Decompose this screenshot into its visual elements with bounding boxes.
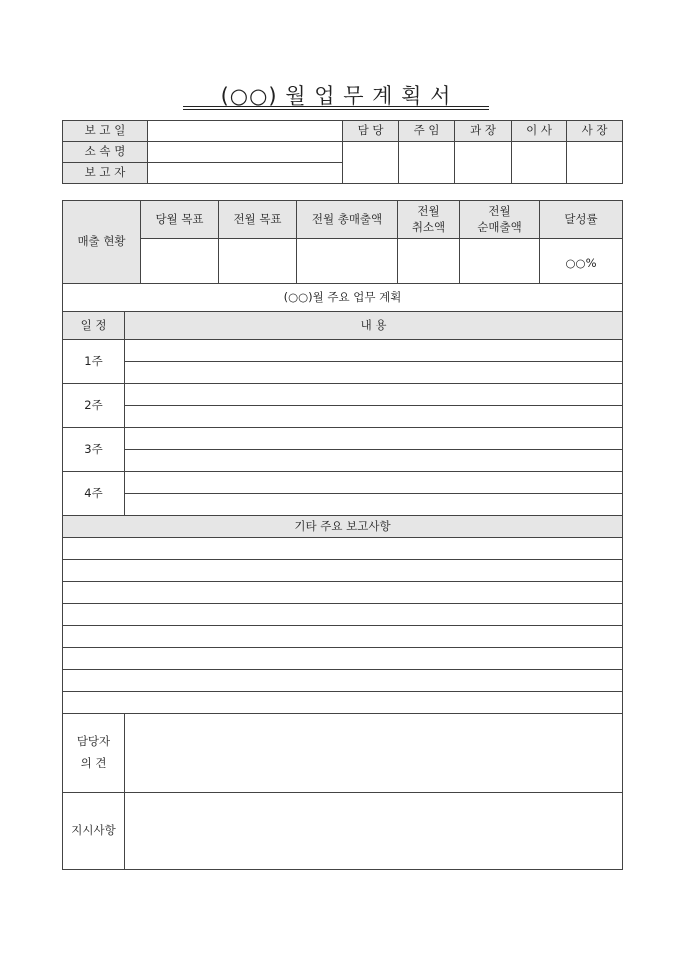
header-last-month-target: 전월 목표 [219,201,297,239]
opinion-label: 담당자 의 견 [63,714,125,793]
signer-label-manager: 과 장 [455,121,512,142]
sign-box-director[interactable] [512,142,567,184]
week-4-line-2[interactable] [125,494,623,516]
week-2-label: 2주 [63,384,125,428]
sign-box-supervisor[interactable] [399,142,455,184]
report-date-label: 보 고 일 [63,121,148,142]
schedule-header: 일 정 [63,312,125,340]
signer-label-staff: 담 당 [343,121,399,142]
week-3-line-1[interactable] [125,428,623,450]
week-1-label: 1주 [63,340,125,384]
value-last-month-gross[interactable] [297,239,398,284]
header-achievement-rate: 달성률 [540,201,623,239]
sign-box-manager[interactable] [455,142,512,184]
other-report-line[interactable] [63,582,623,604]
week-3-label: 3주 [63,428,125,472]
week-4-label: 4주 [63,472,125,516]
title-underline [183,106,489,107]
instruction-field[interactable] [125,793,623,870]
signer-label-president: 사 장 [567,121,623,142]
other-report-line[interactable] [63,670,623,692]
sign-box-president[interactable] [567,142,623,184]
week-2-line-2[interactable] [125,406,623,428]
other-report-line[interactable] [63,648,623,670]
week-2-line-1[interactable] [125,384,623,406]
signer-label-director: 이 사 [512,121,567,142]
content-header: 내 용 [125,312,623,340]
other-report-line[interactable] [63,538,623,560]
value-last-month-net[interactable] [460,239,540,284]
value-last-month-cancel[interactable] [398,239,460,284]
other-report-line[interactable] [63,560,623,582]
page-title: (○○) 월 업 무 계 획 서 [220,84,452,108]
week-1-line-1[interactable] [125,340,623,362]
value-last-month-target[interactable] [219,239,297,284]
signer-label-supervisor: 주 임 [399,121,455,142]
other-report-line[interactable] [63,626,623,648]
header-last-month-gross: 전월 총매출액 [297,201,398,239]
value-this-month-target[interactable] [141,239,219,284]
instruction-label: 지시사항 [63,793,125,870]
monthly-plan-title: (○○)월 주요 업무 계획 [63,284,623,312]
value-achievement-rate[interactable]: ○○% [540,239,623,284]
week-1-line-2[interactable] [125,362,623,384]
reporter-field[interactable] [148,163,343,184]
other-report-line[interactable] [63,604,623,626]
reporter-label: 보 고 자 [63,163,148,184]
report-date-field[interactable] [148,121,343,142]
other-reports-title: 기타 주요 보고사항 [63,516,623,538]
sign-box-staff[interactable] [343,142,399,184]
week-4-line-1[interactable] [125,472,623,494]
header-last-month-cancel: 전월 취소액 [398,201,460,239]
department-field[interactable] [148,142,343,163]
sales-section-label: 매출 현황 [63,201,141,284]
header-this-month-target: 당월 목표 [141,201,219,239]
header-last-month-net: 전월 순매출액 [460,201,540,239]
approval-table [62,120,623,184]
other-report-line[interactable] [63,692,623,714]
department-label: 소 속 명 [63,142,148,163]
opinion-field[interactable] [125,714,623,793]
plan-table [62,200,623,870]
title-underline-double [183,109,489,110]
week-3-line-2[interactable] [125,450,623,472]
